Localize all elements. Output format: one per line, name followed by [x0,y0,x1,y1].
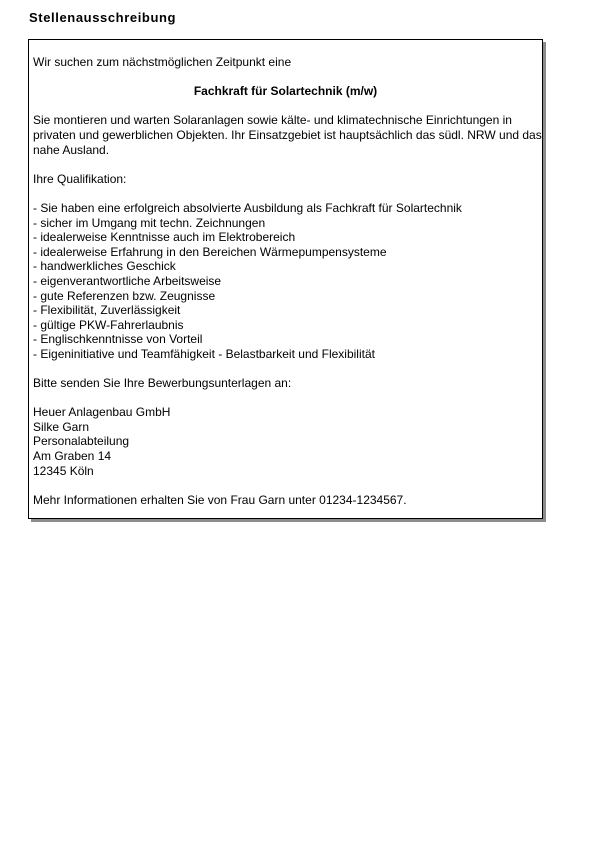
address-street: Am Graben 14 [33,449,112,464]
more-info-text: Mehr Informationen erhalten Sie von Frau Garn unter 01234-1234567. [33,492,407,507]
qualification-item: - idealerweise Erfahrung in den Bereichen Wärmepumpensysteme [33,245,542,260]
qualification-item: - Flexibilität, Zuverlässigkeit [33,303,542,318]
page-heading: Stellenausschreibung [29,10,177,25]
qualification-item: - Englischkenntnisse von Vorteil [33,332,542,347]
qualification-item: - sicher im Umgang mit techn. Zeichnungen [33,216,542,231]
qualification-item: - handwerkliches Geschick [33,259,542,274]
spacer [33,99,542,114]
spacer [33,186,542,201]
spacer [33,391,542,406]
intro-text: Wir suchen zum nächstmöglichen Zeitpunkt eine [33,55,292,69]
qualification-item: - Eigeninitiative und Teamfähigkeit - Belastbarkeit und Flexibilität [33,347,542,362]
address-company: Heuer Anlagenbau GmbH [33,405,171,420]
spacer [33,70,542,85]
job-posting-card [28,39,543,519]
qualification-list [33,201,542,362]
address-contact: Silke Garn [33,419,90,434]
spacer [33,157,542,172]
qualification-heading: Ihre Qualifikation: [33,171,127,186]
application-prompt: Bitte senden Sie Ihre Bewerbungsunterlagen an: [33,376,292,391]
address-block [33,405,542,478]
address-city: 12345 Köln [33,463,94,478]
qualification-item: - Sie haben eine erfolgreich absolvierte Ausbildung als Fachkraft für Solartechnik [33,201,542,216]
address-department: Personalabteilung [33,434,130,449]
qualification-item: - eigenverantwortliche Arbeitsweise [33,274,542,289]
spacer [33,478,542,493]
qualification-item: - gültige PKW-Fahrerlaubnis [33,318,542,333]
qualification-item: - idealerweise Kenntnisse auch im Elektrobereich [33,230,542,245]
job-title: Fachkraft für Solartechnik (m/w) [193,84,378,99]
job-description: Sie montieren und warten Solaranlagen sowie kälte- und klimatechnische Einrichtungen in privaten und gewerblichen Objekten. Ihr Einsatzgebiet ist hauptsächlich das südl. NRW und das nahe Ausland. [33,113,542,157]
qualification-item: - gute Referenzen bzw. Zeugnisse [33,289,542,304]
spacer [33,361,542,376]
